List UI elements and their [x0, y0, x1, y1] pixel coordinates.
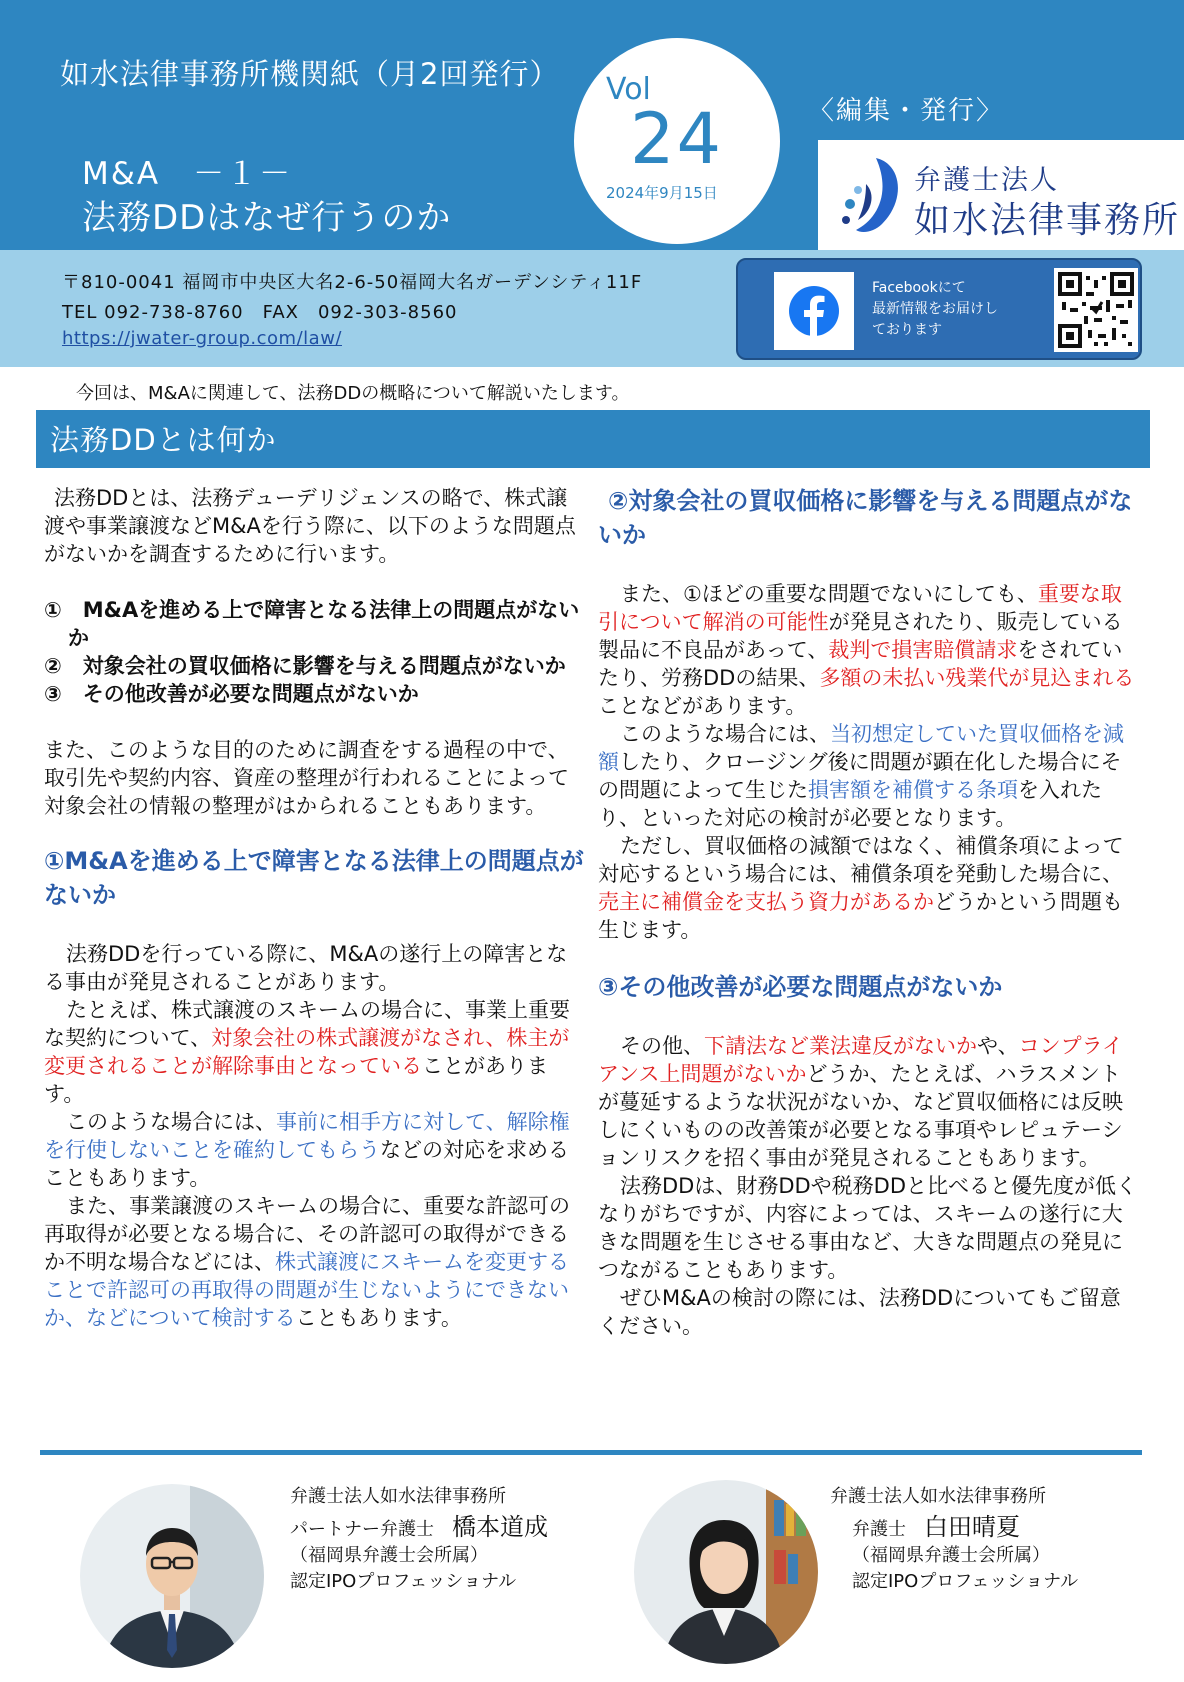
intro-text: 今回は、M&Aに関連して、法務DDの概略について解説いたします。: [76, 383, 630, 404]
text: 法務DDは、財務DDや税務DDと比べると優先度が低くなりがちですが、内容によっては、スキームの遂行に大きな問題を生じさせる事由など、大きな問題点の発見につながることもあります。: [598, 1174, 1138, 1282]
text: たとえば、株式譲渡のスキームの場合に、事業上重要な契約について、: [44, 998, 570, 1050]
paragraph: [44, 940, 584, 996]
paragraph: [598, 1284, 1138, 1340]
text: どうか、たとえば、ハラスメントが蔓延するような状況がないか、など買収価格には反映しにくいものの改善策が必要となる事項やレピュテーションリスクを招く事由が発見されることもあります。: [598, 1062, 1123, 1170]
highlight-red: 対象会社の株式譲渡がなされ、株主が変更されることが解除事由となっている: [44, 1026, 570, 1078]
profile-cert: 認定IPOプロフェッショナル: [290, 1571, 517, 1592]
logo-text-line1: 弁護士法人: [914, 165, 1059, 196]
subheading-3: ③その他改善が必要な問題点がないか: [598, 973, 1003, 1001]
highlight-blue: 当初想定していた買収価格を減額: [598, 722, 1124, 774]
paragraph: また、このような目的のために調査をする過程の中で、取引先や契約内容、資産の整理が行われることによって対象会社の情報の整理がはかられることもあります。: [44, 738, 569, 818]
newsletter-title: 如水法律事務所機関紙（月2回発行）: [60, 57, 560, 91]
section-header: [36, 410, 1150, 468]
firm-logo-icon: [836, 154, 908, 236]
issue-date: 2024年9月15日: [606, 184, 718, 202]
header-banner: [0, 0, 1184, 250]
profile-role: 弁護士: [852, 1519, 906, 1540]
subheading-2: [598, 484, 1138, 552]
logo-text-line2: 如水法律事務所: [914, 200, 1181, 241]
facebook-icon: [774, 272, 854, 350]
profile-firm: 弁護士法人如水法律事務所: [290, 1486, 506, 1507]
address: 〒810-0041 福岡市中央区大名2-6-50福岡大名ガーデンシティ11F: [62, 272, 643, 293]
section-title: 法務DDとは何か: [50, 423, 277, 457]
text: このような場合には、: [66, 1110, 276, 1134]
firm-logo: [818, 140, 1184, 250]
paragraph: [44, 1192, 584, 1332]
editor-label: 〈編集・発行〉: [808, 96, 1005, 126]
text: をされていたり、労務DDの結果、: [598, 638, 1123, 690]
facebook-text: [872, 278, 998, 341]
lawyer-photo-1: [80, 1484, 264, 1668]
text: 法務DDとは、法務デューデリジェンスの略で、株式譲渡や事業譲渡などM&Aを行う際に、以下のような問題点がないかを調査するために行います。: [44, 486, 576, 566]
text: したり、クロージング後に問題が顕在化した場合にその問題によって生じた: [598, 750, 1122, 802]
text: その他、: [620, 1034, 704, 1058]
volume-number: 24: [630, 98, 724, 180]
profile-role-name: [290, 1514, 548, 1543]
profile-bar: （福岡県弁護士会所属）: [852, 1545, 1050, 1566]
text: ②対象会社の買収価格に影響を与える問題点がないか: [598, 487, 1133, 549]
paragraph: [44, 996, 584, 1108]
subheading-1: ①M&Aを進める上で障害となる法律上の問題点がないか: [44, 847, 584, 909]
text: ただし、買収価格の減額ではなく、補償条項によって対応するという場合には、補償条項を発動した場合に、: [598, 834, 1124, 886]
paragraph: [598, 1172, 1138, 1284]
highlight-blue: 損害額を補償する条項: [808, 778, 1018, 802]
text: ぜひM&Aの検討の際には、法務DDについてもご留意ください。: [598, 1286, 1121, 1338]
website-link[interactable]: https://jwater-group.com/law/: [62, 328, 342, 349]
qr-code-icon: [1054, 268, 1138, 352]
facebook-tile: [774, 272, 854, 350]
paragraph: [598, 720, 1138, 832]
facebook-text-line1: Facebookにて: [872, 280, 966, 296]
text: ことなどがあります。: [598, 694, 807, 718]
text: などの対応を求めることもあります。: [44, 1138, 569, 1190]
paragraph: [598, 1032, 1138, 1172]
text: こともあります。: [295, 1306, 462, 1330]
text: また、①ほどの重要な問題でないにしても、: [620, 582, 1038, 606]
left-column: [44, 484, 584, 1332]
tel-fax: TEL 092-738-8760 FAX 092-303-8560: [62, 302, 458, 323]
paragraph: [44, 1108, 584, 1192]
text: どうかという問題も生じます。: [598, 890, 1123, 942]
facebook-panel[interactable]: [736, 258, 1142, 360]
profile-name: 橋本道成: [452, 1513, 548, 1541]
paragraph: [598, 832, 1138, 944]
highlight-red: コンプライアンス上問題がないか: [598, 1034, 1123, 1086]
text: ことがあります。: [44, 1054, 548, 1106]
text: また、事業譲渡のスキームの場合に、重要な許認可の再取得が必要となる場合に、その許認可の取得ができるか不明な場合などには、: [44, 1194, 570, 1274]
volume-label: Vol: [606, 72, 651, 107]
lawyer-photo-2: [634, 1480, 818, 1664]
person-avatar-icon: [80, 1484, 264, 1668]
facebook-text-line3: ております: [872, 322, 942, 338]
paragraph: [44, 484, 584, 568]
profile-cert: 認定IPOプロフェッショナル: [852, 1571, 1079, 1592]
text: を入れたり、といった対応の検討が必要となります。: [598, 778, 1102, 830]
highlight-red: 多額の未払い残業代が見込まれる: [819, 666, 1135, 690]
profile-firm: 弁護士法人如水法律事務所: [830, 1486, 1046, 1507]
highlight-red: 裁判で損害賠償請求: [828, 638, 1018, 662]
profile-name: 白田晴夏: [924, 1513, 1020, 1541]
text: このような場合には、: [620, 722, 830, 746]
lawyer-profile-1: [290, 1484, 548, 1595]
text: や、: [977, 1034, 1019, 1058]
person-avatar-icon: [634, 1480, 818, 1664]
profile-role-name: [830, 1514, 1078, 1543]
profile-bar: （福岡県弁護士会所属）: [290, 1545, 488, 1566]
profile-role: パートナー弁護士: [290, 1519, 434, 1540]
text: が発見されたり、販売している製品に不良品があって、: [598, 610, 1123, 662]
footer-divider: [40, 1450, 1142, 1455]
lawyer-profile-2: [830, 1484, 1078, 1595]
qr-code[interactable]: [1054, 268, 1138, 352]
list-item: ② 対象会社の買収価格に影響を与える問題点がないか: [44, 654, 566, 678]
highlight-red: 下請法など業法違反がないか: [704, 1034, 977, 1058]
facebook-text-line2: 最新情報をお届けし: [872, 301, 998, 317]
paragraph: [598, 580, 1138, 720]
text: 法務DDを行っている際に、M&Aの遂行上の障害となる事由が発見されることがあります。: [44, 942, 568, 994]
list-item: ① M&Aを進める上で障害となる法律上の問題点がないか: [44, 598, 580, 650]
right-column: [598, 484, 1138, 1340]
issue-subtitle-line2: 法務DDはなぜ行うのか: [82, 198, 452, 238]
highlight-blue: 株式譲渡にスキームを変更することで許認可の再取得の問題が生じないようにできないか、などについて検討する: [44, 1250, 569, 1330]
highlight-red: 重要な取引について解消の可能性: [598, 582, 1122, 634]
issue-subtitle-line1: M&A －１－: [82, 156, 293, 192]
list-item: ③ その他改善が必要な問題点がないか: [44, 682, 419, 706]
highlight-blue: 事前に相手方に対して、解除権を行使しないことを確約してもらう: [44, 1110, 570, 1162]
highlight-red: 売主に補償金を支払う資力があるか: [598, 890, 934, 914]
